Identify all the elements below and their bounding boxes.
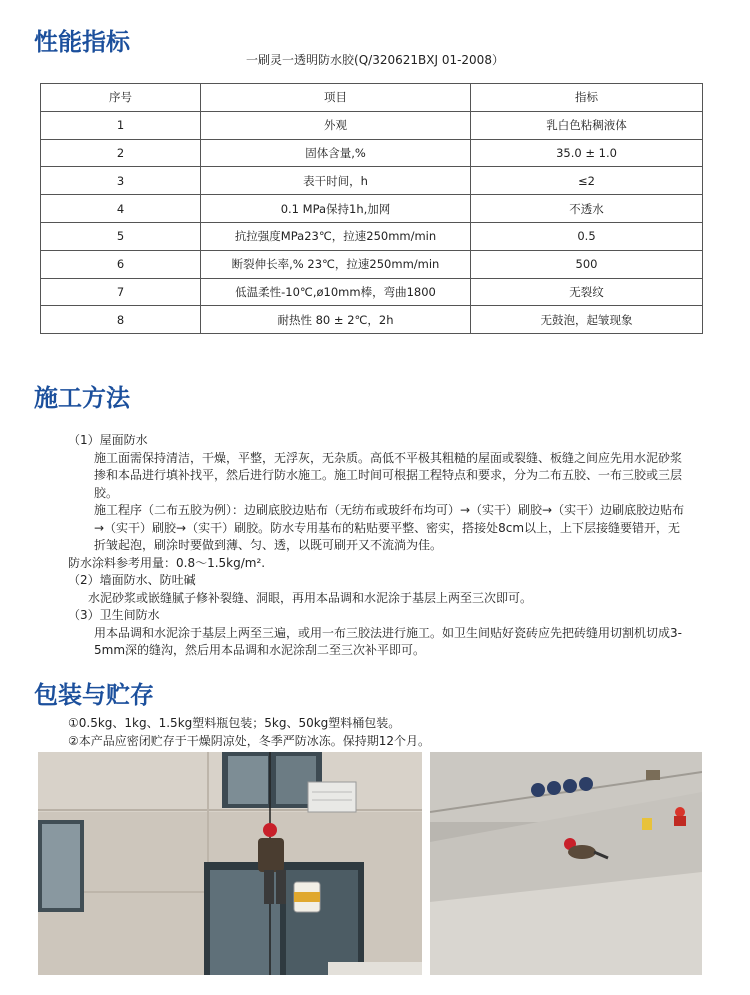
spec-section-title: 性能指标 <box>34 27 130 56</box>
photo-roof-worker <box>430 752 702 975</box>
wall-paragraph: 水泥砂浆或嵌缝腻子修补裂缝、洞眼，再用本品调和水泥涂于基层上两至三次即可。 <box>88 590 533 605</box>
spec-table <box>40 83 703 334</box>
storage-line-2: ②本产品应密闭贮存于干燥阴凉处，冬季严防冰冻。保持期12个月。 <box>68 733 431 748</box>
storage-line-1: ①0.5kg、1kg、1.5kg塑料瓶包装；5kg、50kg塑料桶包装。 <box>68 716 401 730</box>
table-row <box>41 278 703 306</box>
cell-no: 4 <box>41 195 201 223</box>
method-section-title: 施工方法 <box>34 383 130 412</box>
storage-body <box>68 715 688 750</box>
header-no: 序号 <box>41 84 201 112</box>
roof-paragraph-1: 施工面需保持清洁，干燥，平整，无浮灰，无杂质。高低不平极其粗糙的屋面或裂缝、板缝之间应先用水泥砂浆掺和本品进行填补找平，然后进行防水施工。施工时间可根据工程特点和要求，分为二布五胶、一布三胶或三层胶。 <box>94 450 683 500</box>
cell-index: 不透水 <box>471 195 703 223</box>
cell-no: 3 <box>41 167 201 195</box>
table-row <box>41 250 703 278</box>
photo-wall-worker <box>38 752 422 975</box>
toilet-paragraph: 用本品调和水泥涂于基层上两至三遍，或用一布三胶法进行施工。如卫生间贴好瓷砖应先把砖缝用切割机切成3-5mm深的缝沟，然后用本品调和水泥涂刮二至三次补平即可。 <box>94 625 682 657</box>
cell-index: ≤2 <box>471 167 703 195</box>
cell-item: 外观 <box>201 111 471 139</box>
table-row <box>41 195 703 223</box>
header-index: 指标 <box>471 84 703 112</box>
cell-index: 乳白色粘稠液体 <box>471 111 703 139</box>
roof-worker-illustration <box>430 752 702 975</box>
cell-item: 固体含量,% <box>201 139 471 167</box>
toilet-heading: （3）卫生间防水 <box>68 608 160 622</box>
wall-heading: （2）墙面防水、防吐碱 <box>68 573 196 587</box>
roof-heading: （1）屋面防水 <box>68 433 148 447</box>
cell-item: 0.1 MPa保持1h,加网 <box>201 195 471 223</box>
cell-index: 35.0 ± 1.0 <box>471 139 703 167</box>
cell-item: 断裂伸长率,% 23℃，拉速250mm/min <box>201 250 471 278</box>
table-row <box>41 139 703 167</box>
cell-item: 低温柔性-10℃,ø10mm棒，弯曲1800 <box>201 278 471 306</box>
spec-subtitle: 一刷灵一透明防水胶(Q/320621BXJ 01-2008） <box>246 53 504 67</box>
cell-no: 2 <box>41 139 201 167</box>
roof-paragraph-3: 防水涂料参考用量：0.8～1.5kg/m². <box>68 555 266 570</box>
cell-no: 5 <box>41 222 201 250</box>
storage-section-title: 包装与贮存 <box>34 680 154 709</box>
table-row <box>41 222 703 250</box>
cell-index: 0.5 <box>471 222 703 250</box>
cell-no: 6 <box>41 250 201 278</box>
header-item: 项目 <box>201 84 471 112</box>
cell-index: 500 <box>471 250 703 278</box>
table-row <box>41 111 703 139</box>
cell-item: 抗拉强度MPa23℃，拉速250mm/min <box>201 222 471 250</box>
roof-paragraph-2: 施工程序（二布五胶为例）：边刷底胶边贴布（无纺布或玻纤布均可）→（实干）刷胶→（实干）边刷底胶边贴布→（实干）刷胶→（实干）刷胶。防水专用基布的粘贴要平整、密实，搭接处8cm以上，上下层接缝要错开，无折皱起泡，刷涂时要做到薄、匀、透，以既可刷开又不流淌为佳。 <box>94 503 685 552</box>
wall-worker-illustration <box>38 752 422 975</box>
cell-no: 7 <box>41 278 201 306</box>
method-body <box>68 432 688 660</box>
cell-index: 无裂纹 <box>471 278 703 306</box>
cell-no: 1 <box>41 111 201 139</box>
cell-no: 8 <box>41 306 201 334</box>
cell-item: 表干时间，h <box>201 167 471 195</box>
table-header-row <box>41 84 703 112</box>
cell-index: 无鼓泡，起皱现象 <box>471 306 703 334</box>
cell-item: 耐热性 80 ± 2℃，2h <box>201 306 471 334</box>
table-row <box>41 306 703 334</box>
table-row <box>41 167 703 195</box>
